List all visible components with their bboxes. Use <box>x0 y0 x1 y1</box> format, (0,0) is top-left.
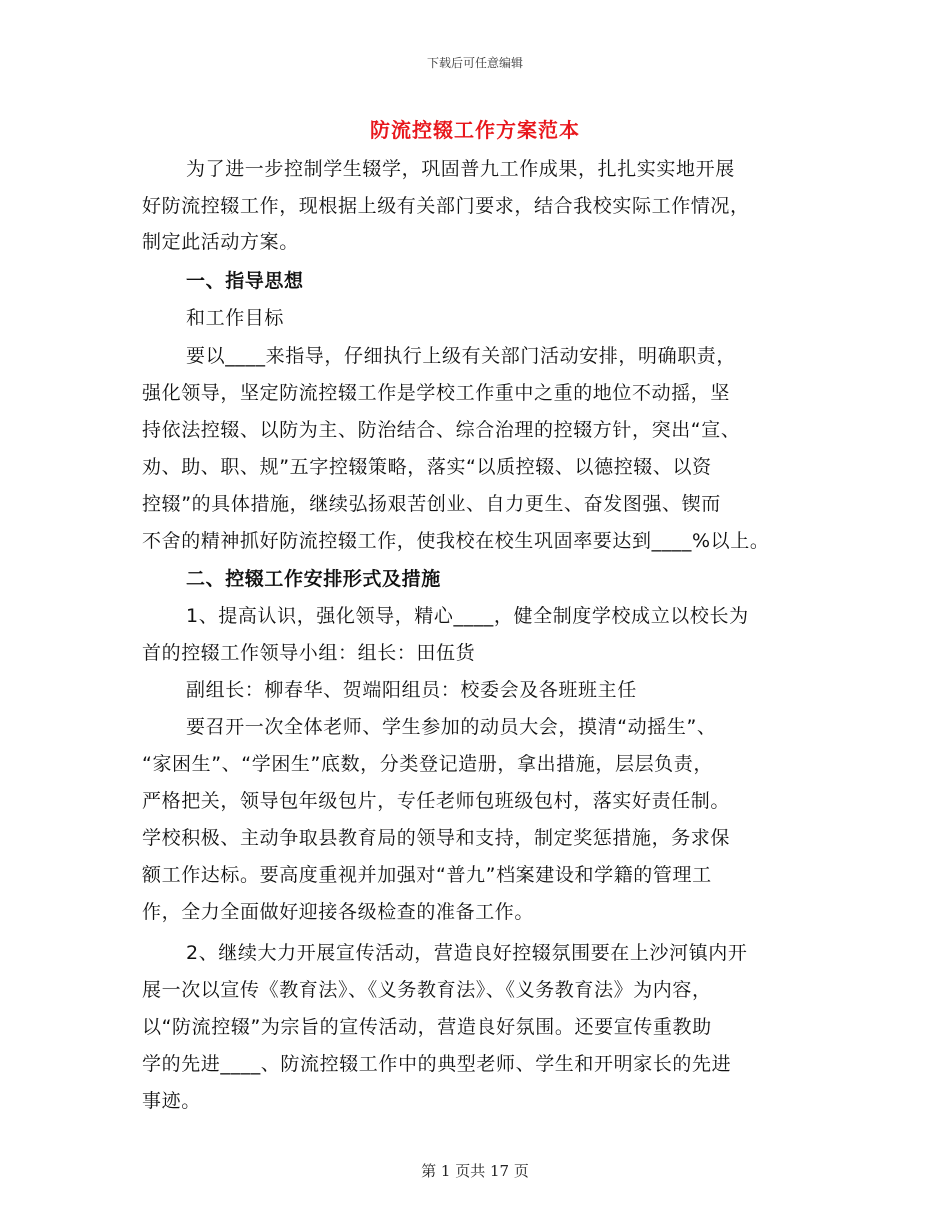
paragraph-line: 以“防流控辍”为宗旨的宣传活动，营造良好氛围。还要宣传重教助 <box>142 1016 712 1038</box>
section-heading: 一、指导思想 <box>186 270 304 292</box>
paragraph-line: 好防流控辍工作，现根据上级有关部门要求，结合我校实际工作情况， <box>142 195 750 217</box>
paragraph-line: 不舍的精神抓好防流控辍工作，使我校在校生巩固率要达到____%以上。 <box>142 530 770 552</box>
paragraph-line: 作，全力全面做好迎接各级检查的准备工作。 <box>142 901 535 923</box>
paragraph-line: 2、继续大力开展宣传活动，营造良好控辍氛围要在上沙河镇内开 <box>186 942 748 964</box>
paragraph-line: 控辍”的具体措施，继续弘扬艰苦创业、自力更生、奋发图强、锲而 <box>142 493 721 515</box>
paragraph-line: 展一次以宣传《教育法》、《义务教育法》、《义务教育法》为内容， <box>142 979 712 1001</box>
paragraph-line: 首的控辍工作领导小组：组长：田伍货 <box>142 642 476 664</box>
paragraph-line: 强化领导，坚定防流控辍工作是学校工作重中之重的地位不动摇，坚 <box>142 382 731 404</box>
paragraph-line: 事迹。 <box>142 1090 201 1112</box>
paragraph-line: 严格把关，领导包年级包片，专任老师包班级包村，落实好责任制。 <box>142 790 731 812</box>
section-heading: 二、控辍工作安排形式及措施 <box>186 568 441 590</box>
paragraph-line: 1、提高认识，强化领导，精心____，健全制度学校成立以校长为 <box>186 605 749 627</box>
paragraph-line: 要以____来指导，仔细执行上级有关部门活动安排，明确职责， <box>186 345 737 367</box>
paragraph-line: “家困生”、“学困生”底数，分类登记造册，拿出措施，层层负责， <box>142 753 713 775</box>
paragraph-line: 为了进一步控制学生辍学，巩固普九工作成果，扎扎实实地开展 <box>186 158 735 180</box>
paragraph-line: 副组长：柳春华、贺端阳组员：校委会及各班班主任 <box>186 679 637 701</box>
document-title: 防流控辍工作方案范本 <box>370 118 580 142</box>
paragraph-line: 要召开一次全体老师、学生参加的动员大会，摸清“动摇生”、 <box>186 716 717 738</box>
paragraph-line: 额工作达标。要高度重视并加强对“普九”档案建设和学籍的管理工 <box>142 864 712 886</box>
paragraph-line: 劝、助、职、规”五字控辍策略，落实“以质控辍、以德控辍、以资 <box>142 456 712 478</box>
paragraph-line: 持依法控辍、以防为主、防治结合、综合治理的控辍方针，突出“宣、 <box>142 419 741 441</box>
paragraph-line: 学校积极、主动争取县教育局的领导和支持，制定奖惩措施，务求保 <box>142 827 731 849</box>
page-number-footer: 第 1 页共 17 页 <box>421 1162 529 1180</box>
page-header-note: 下载后可任意编辑 <box>426 56 523 70</box>
paragraph-line: 制定此活动方案。 <box>142 231 299 253</box>
paragraph-line: 学的先进____、防流控辍工作中的典型老师、学生和开明家长的先进 <box>142 1053 732 1075</box>
paragraph-line: 和工作目标 <box>186 307 285 329</box>
